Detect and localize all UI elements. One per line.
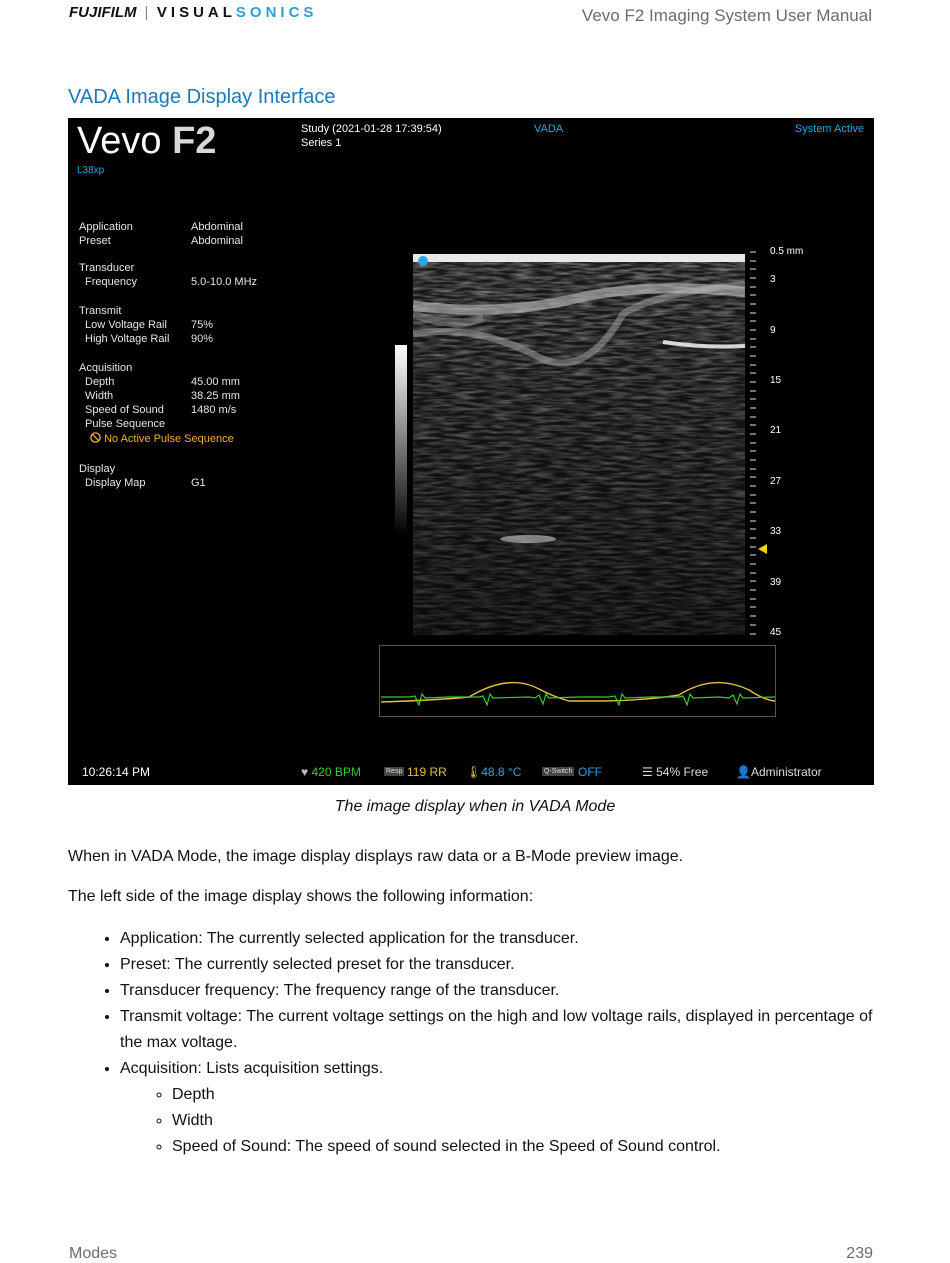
logo-visual: VISUAL	[156, 4, 236, 21]
sub-list-item: ◦ Depth	[172, 1082, 880, 1108]
mode-label: VADA	[534, 123, 564, 135]
low-rail-value: 75%	[191, 319, 214, 331]
pulse-warning	[90, 432, 234, 445]
pulse-warning-text: No Active Pulse Sequence	[104, 433, 234, 445]
no-entry-icon	[90, 432, 101, 443]
section-title: VADA Image Display Interface	[68, 86, 336, 108]
brand-logo	[77, 120, 216, 163]
qswitch-state: OFF	[578, 765, 602, 779]
qswitch-tag: Q-Switch	[544, 768, 573, 775]
preset-label: Preset	[79, 235, 111, 247]
figure-caption: The image display when in VADA Mode	[334, 798, 616, 815]
depth-label: 39	[770, 576, 782, 588]
user-name: Administrator	[750, 765, 822, 779]
sos-value: 1480 m/s	[191, 404, 237, 416]
depth-label: 3	[770, 274, 776, 286]
temperature	[466, 765, 521, 779]
list-item-acquisition	[120, 1056, 880, 1160]
series-label: Series 1	[301, 137, 342, 149]
width-label: Width	[85, 390, 114, 402]
depth-unit: 0.5 mm	[770, 246, 804, 257]
display-label: Display	[79, 463, 116, 475]
display-map-value: G1	[191, 477, 206, 489]
high-rail-label: High Voltage Rail	[85, 333, 170, 345]
heart-rate	[301, 765, 361, 779]
respiration-rate: 119 RR	[407, 765, 447, 779]
sub-list-item: ◦ Width	[172, 1108, 880, 1134]
list-item: • Transducer frequency: The frequency range of the transducer.	[120, 978, 880, 1004]
resp-tag: Resp	[386, 768, 403, 775]
vada-image-display	[68, 118, 874, 785]
transducer-label: Transducer	[79, 262, 135, 274]
grayscale-map-bar	[395, 345, 407, 535]
depth-label: 9	[770, 324, 776, 336]
logo-fujifilm: FUJIFILM	[69, 4, 137, 21]
preset-value: Abdominal	[191, 235, 243, 247]
width-value: 38.25 mm	[191, 390, 240, 402]
sos-label: Speed of Sound	[85, 404, 164, 416]
user-status[interactable]	[736, 765, 822, 779]
logo-separator: |	[144, 4, 149, 21]
depth-label: 45	[770, 627, 782, 638]
page-number: 239	[846, 1245, 873, 1262]
list-item: • Transmit voltage: The current voltage settings on the high and low voltage rails, displayed in percentage of the max voltage.	[120, 1004, 880, 1056]
document-title: Vevo F2 Imaging System User Manual	[581, 6, 872, 25]
info-list	[68, 926, 880, 1160]
physio-trace-panel	[379, 645, 777, 718]
storage-value: 54% Free	[656, 765, 709, 779]
logo-sonics: SONICS	[235, 4, 318, 21]
thermometer-icon: 🌡	[466, 765, 482, 779]
frequency-label: Frequency	[85, 276, 137, 288]
sub-list-item: ◦ Speed of Sound: The speed of sound selected in the Speed of Sound control.	[172, 1134, 880, 1160]
heart-rate-value: 420 BPM	[311, 765, 361, 779]
display-map-label: Display Map	[85, 477, 146, 489]
depth-value: 45.00 mm	[191, 376, 240, 388]
acquisition-sublist	[120, 1082, 880, 1160]
depth-label: 21	[770, 425, 782, 437]
transducer-model: L38xp	[77, 165, 105, 176]
application-label: Application	[79, 221, 133, 233]
footer-section: Modes	[69, 1245, 118, 1262]
acquisition-label: Acquisition	[79, 362, 133, 374]
depth-label: Depth	[85, 376, 115, 388]
depth-label: 33	[770, 526, 782, 538]
depth-scale-ticks	[748, 248, 768, 640]
bmode-image	[413, 254, 745, 635]
frequency-value: 5.0-10.0 MHz	[191, 276, 258, 288]
pulse-sequence-label: Pulse Sequence	[85, 418, 166, 430]
paragraph-1: When in VADA Mode, the image display displays raw data or a B-Mode preview image.	[68, 848, 684, 865]
system-status: System Active	[794, 123, 864, 135]
paragraph-2: The left side of the image display shows the following information:	[68, 888, 534, 905]
depth-label: 27	[770, 475, 782, 487]
storage-status	[642, 765, 708, 779]
list-item-text: Acquisition: Lists acquisition settings.	[120, 1060, 384, 1077]
brand-vevo: Vevo	[77, 120, 173, 162]
storage-icon: ☰	[642, 765, 653, 779]
depth-label: 15	[770, 375, 782, 386]
low-rail-label: Low Voltage Rail	[85, 319, 167, 331]
transmit-label: Transmit	[79, 305, 122, 317]
high-rail-value: 90%	[191, 333, 214, 345]
application-value: Abdominal	[191, 221, 243, 233]
clock: 10:26:14 PM	[82, 765, 151, 779]
heart-icon: ♥	[301, 765, 309, 779]
temperature-value: 48.8 °C	[481, 765, 522, 779]
user-icon: 👤	[736, 765, 751, 779]
list-item: • Application: The currently selected application for the transducer.	[120, 926, 880, 952]
vendor-logo	[69, 4, 317, 21]
transducer-orientation-marker	[418, 256, 428, 266]
respiration-trace	[381, 683, 775, 702]
focus-marker[interactable]	[758, 544, 767, 554]
brand-f2: F2	[172, 120, 217, 162]
study-label: Study (2021-01-28 17:39:54)	[301, 123, 442, 135]
list-item: • Preset: The currently selected preset for the transducer.	[120, 952, 880, 978]
